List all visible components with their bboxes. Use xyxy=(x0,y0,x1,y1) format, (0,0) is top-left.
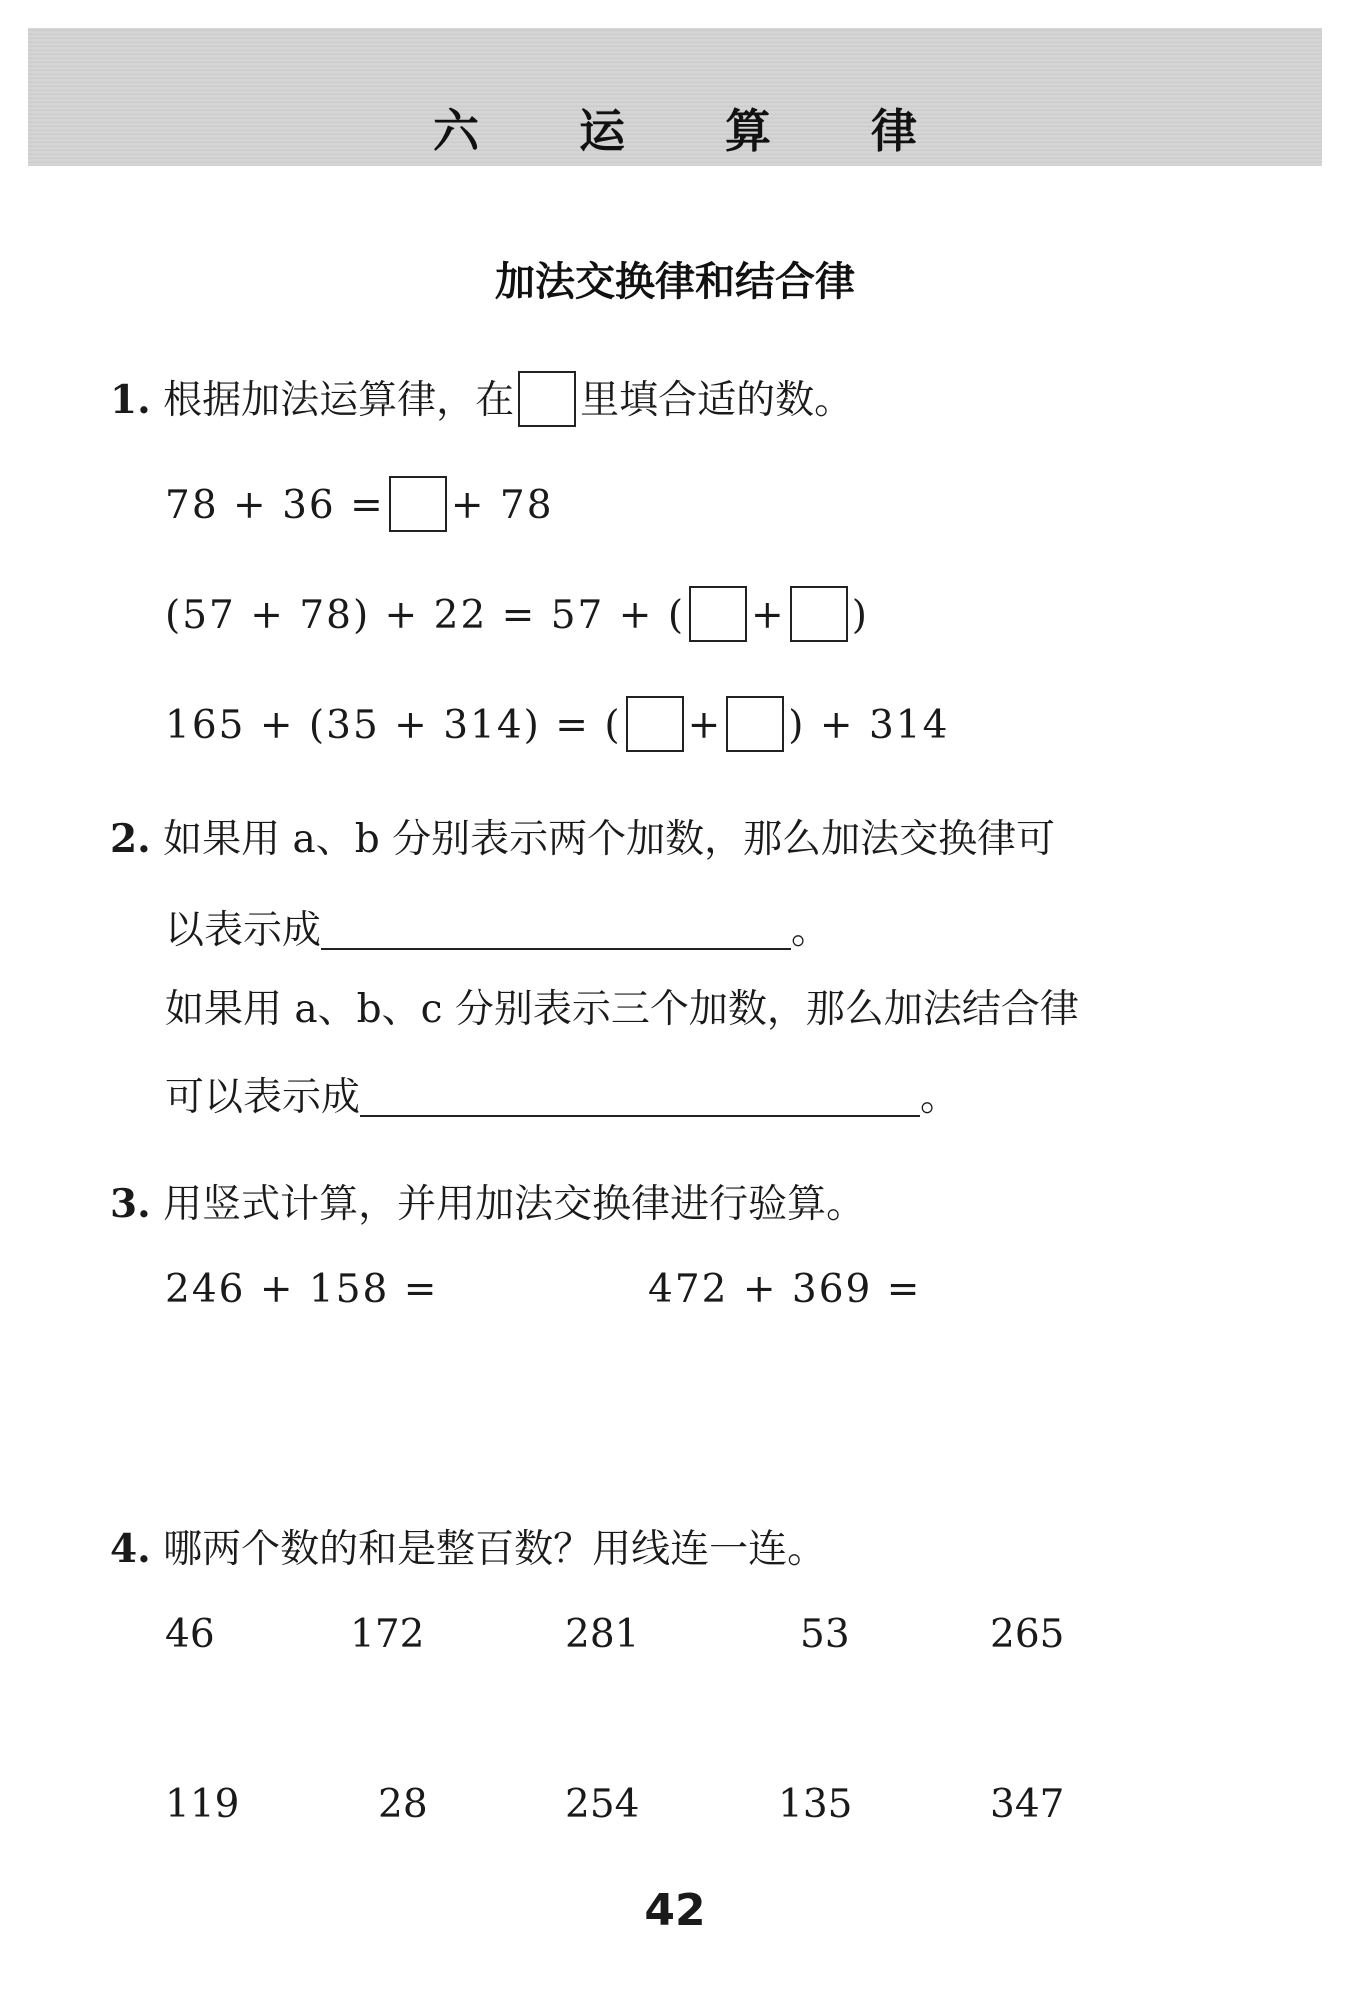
answer-box-5[interactable] xyxy=(726,696,784,752)
q1-eq1-left: 78 + 36 = xyxy=(165,483,385,528)
q1-equation-3 xyxy=(165,700,949,756)
q2-number: 2. xyxy=(110,816,151,862)
q1-equation-2 xyxy=(165,590,869,646)
q2-text-1: 如果用 a、b 分别表示两个加数，那么加法交换律可 xyxy=(163,817,1056,862)
q1-eq3-plus: + xyxy=(687,703,723,748)
number-46[interactable]: 46 xyxy=(165,1612,215,1657)
answer-box-4[interactable] xyxy=(626,696,684,752)
q1-eq2-plus: + xyxy=(751,593,786,638)
q4-number: 4. xyxy=(110,1526,151,1572)
q4-prompt xyxy=(110,1526,827,1572)
q2-line-4 xyxy=(165,1075,960,1120)
q1-eq2-left: (57 + 78) + 22 = 57 + ( xyxy=(165,593,686,638)
answer-blank-associative[interactable] xyxy=(360,1075,920,1117)
q1-eq2-close: ) xyxy=(851,593,869,638)
number-265[interactable]: 265 xyxy=(990,1612,1065,1657)
number-28[interactable]: 28 xyxy=(378,1782,428,1827)
answer-box-1[interactable] xyxy=(389,476,447,532)
answer-box-sample xyxy=(518,371,576,427)
number-53[interactable]: 53 xyxy=(800,1612,850,1657)
chapter-title: 六 运 算 律 xyxy=(432,104,960,158)
q2-line-1 xyxy=(110,816,1056,862)
q2-text-4: 可以表示成 xyxy=(165,1075,361,1120)
q1-prompt-text-b: 里填合适的数。 xyxy=(580,378,854,423)
number-135[interactable]: 135 xyxy=(778,1782,853,1827)
q1-eq3-left: 165 + (35 + 314) = ( xyxy=(165,703,622,748)
answer-box-2[interactable] xyxy=(689,586,747,642)
q3-expression-1: 246 + 158 = xyxy=(165,1267,439,1312)
answer-box-3[interactable] xyxy=(790,586,848,642)
q1-number: 1. xyxy=(110,377,151,423)
q1-eq1-right: + 78 xyxy=(450,483,554,528)
q1-equation-1 xyxy=(165,480,554,536)
q2-period-2: 。 xyxy=(920,1075,960,1120)
q2-line-3 xyxy=(165,987,1079,1032)
answer-blank-commutative[interactable] xyxy=(321,908,791,950)
q2-period-1: 。 xyxy=(791,908,831,953)
q3-number: 3. xyxy=(110,1181,151,1227)
number-347[interactable]: 347 xyxy=(990,1782,1065,1827)
q2-text-3: 如果用 a、b、c 分别表示三个加数，那么加法结合律 xyxy=(165,987,1079,1032)
q3-prompt xyxy=(110,1181,866,1227)
number-254[interactable]: 254 xyxy=(565,1782,640,1827)
section-title: 加法交换律和结合律 xyxy=(495,259,855,305)
q2-line-2 xyxy=(165,908,831,953)
q3-text: 用竖式计算，并用加法交换律进行验算。 xyxy=(163,1182,866,1227)
number-172[interactable]: 172 xyxy=(350,1612,425,1657)
q1-eq3-right: ) + 314 xyxy=(788,703,950,748)
q4-text: 哪两个数的和是整百数？用线连一连。 xyxy=(163,1527,827,1572)
number-281[interactable]: 281 xyxy=(565,1612,640,1657)
page-number: 42 xyxy=(644,1885,706,1936)
q3-expression-2: 472 + 369 = xyxy=(648,1267,922,1312)
q1-prompt xyxy=(110,375,853,431)
q2-text-2: 以表示成 xyxy=(165,908,322,953)
q1-prompt-text-a: 根据加法运算律，在 xyxy=(163,378,515,423)
number-119[interactable]: 119 xyxy=(165,1782,240,1827)
